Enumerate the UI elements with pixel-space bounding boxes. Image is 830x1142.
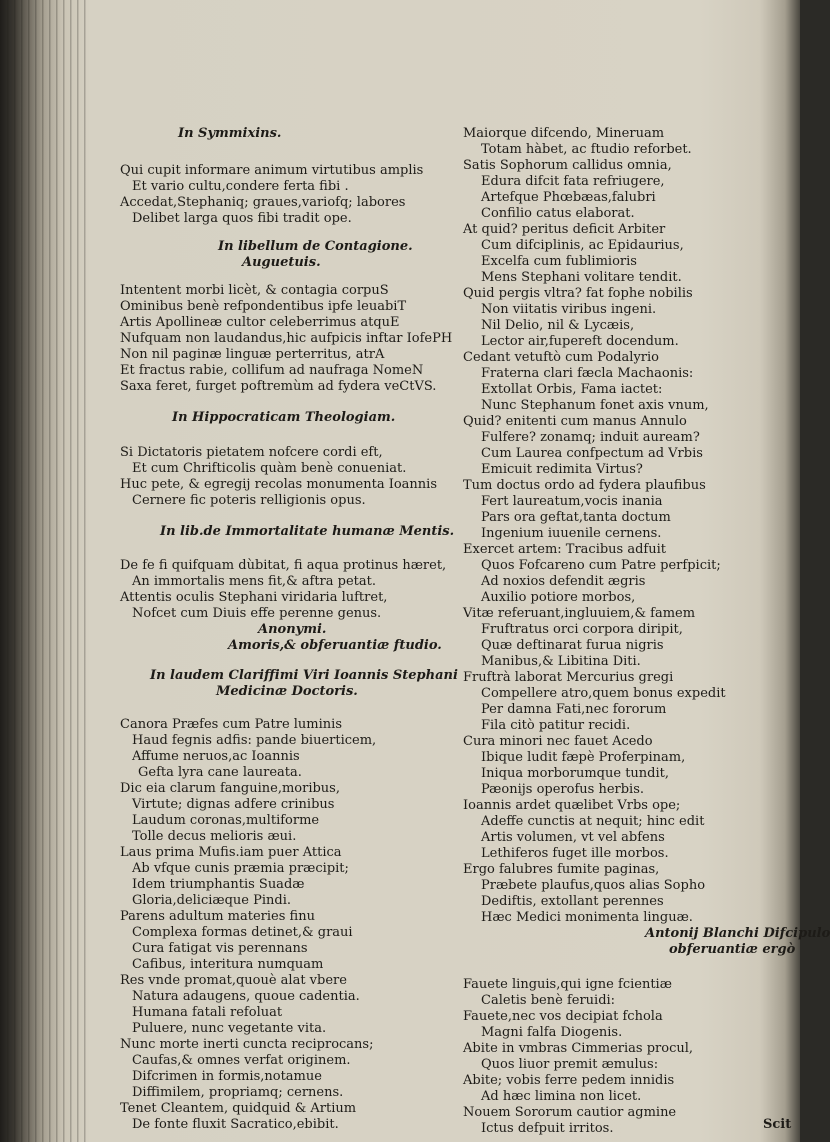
verse-line: Accedat,Stephaniq; graues,variofq; labores — [120, 195, 406, 210]
verse-line: Virtute; dignas adfere crinibus — [132, 797, 335, 812]
verse-line: Tenet Cleantem, quidquid & Artium — [120, 1101, 357, 1116]
verse-line: Quos Fofcareno cum Patre perfpicit; — [481, 558, 721, 573]
verse-line: Ab vfque cunis præmia præcipit; — [132, 861, 349, 876]
verse-line: Fauete,nec vos decipiat fchola — [463, 1009, 663, 1024]
verse-line: Idem triumphantis Suadæ — [132, 877, 305, 892]
verse-line: Abite in vmbras Cimmerias procul, — [463, 1041, 694, 1056]
verse-line: Excelfa cum fublimioris — [481, 254, 637, 269]
verse-line: Pars ora geftat,tanta doctum — [481, 510, 671, 525]
verse-line: Cum Laurea confpectum ad Vrbis — [481, 446, 703, 461]
verse-line: Fruftrà laborat Mercurius gregi — [463, 670, 674, 685]
verse-line: Nunc Stephanum fonet axis vnum, — [481, 398, 709, 413]
section-heading: In Hippocraticam Theologiam. — [172, 410, 396, 425]
verse-line: De fonte fluxit Sacratico,ebibit. — [132, 1117, 339, 1132]
verse-line: Fruftratus orci corpora diripit, — [481, 622, 683, 637]
verse-line: Maiorque difcendo, Mineruam — [463, 126, 665, 141]
left-column — [120, 0, 458, 1142]
verse-line: Mens Stephani volitare tendit. — [481, 270, 682, 285]
verse-line: Humana fatali refoluat — [132, 1005, 283, 1020]
verse-line: Quid? enitenti cum manus Annulo — [463, 414, 687, 429]
section-heading: In lib.de Immortalitate humanæ Mentis. — [160, 524, 455, 539]
section-heading: In Symmixins. — [178, 126, 282, 141]
verse-line: Per damna Fati,nec fororum — [481, 702, 667, 717]
verse-line: Puluere, nunc vegetante vita. — [132, 1021, 327, 1036]
verse-line: Satis Sophorum callidus omnia, — [463, 158, 672, 173]
verse-line: Exercet artem: Tracibus adfuit — [463, 542, 666, 557]
verse-line: Caufas,& omnes verfat originem. — [132, 1053, 351, 1068]
verse-line: Lethiferos fuget ille morbos. — [481, 846, 669, 861]
verse-line: Extollat Orbis, Fama iactet: — [481, 382, 663, 397]
verse-line: Vitæ referuant,ingluuiem,& famem — [463, 606, 696, 621]
verse-line: Ad hæc limina non licet. — [481, 1089, 642, 1104]
verse-line: Et fractus rabie, collifum ad naufraga NomeN — [120, 363, 424, 378]
verse-line: Cedant vetuftò cum Podalyrio — [463, 350, 660, 365]
section-heading: In libellum de Contagione. — [218, 239, 413, 254]
verse-line: Diffimilem, propriamq; cernens. — [132, 1085, 344, 1100]
verse-line: Hæc Medici monimenta linguæ. — [481, 910, 693, 925]
verse-line: Si Dictatoris pietatem nofcere cordi eft, — [120, 445, 383, 460]
verse-line: Ingenium iuuenile cernens. — [481, 526, 662, 541]
verse-line: Nouem Sororum cautior agmine — [463, 1105, 677, 1120]
verse-line: Gefta lyra cane laureata. — [138, 765, 302, 780]
verse-line: Ibique ludit fæpè Proferpinam, — [481, 750, 686, 765]
verse-line: Saxa feret, furget poftremùm ad fydera veCtVS. — [120, 379, 437, 394]
verse-line: Tolle decus melioris æui. — [132, 829, 297, 844]
verse-line: Huc pete, & egregij recolas monumenta Ioannis — [120, 477, 438, 492]
verse-line: Nil Delio, nil & Lycæis, — [481, 318, 635, 333]
verse-line: Abite; vobis ferre pedem innidis — [463, 1073, 675, 1088]
verse-line: De fe fi quifquam dùbitat, fi aqua protinus hæret, — [120, 558, 447, 573]
section-heading: Medicinæ Doctoris. — [216, 684, 358, 699]
verse-line: Manibus,& Libitina Diti. — [481, 654, 641, 669]
verse-line: Cum difciplinis, ac Epidaurius, — [481, 238, 684, 253]
verse-line: Magni falfa Diogenis. — [481, 1025, 623, 1040]
verse-line: Dediftis, extollant perennes — [481, 894, 664, 909]
section-heading: Antonij Blanchi Difcipulo — [645, 926, 830, 941]
verse-line: Et cum Chrifticolis quàm benè conueniat. — [132, 461, 407, 476]
verse-line: Non nil paginæ linguæ perterritus, atrA — [120, 347, 385, 362]
verse-line: Fulfere? zonamq; induit auream? — [481, 430, 700, 445]
verse-line: Canora Præfes cum Patre luminis — [120, 717, 342, 732]
catchword: Scit — [763, 1117, 792, 1132]
verse-line: Artis volumen, vt vel abfens — [481, 830, 665, 845]
verse-line: Quæ deftinarat furua nigris — [481, 638, 664, 653]
verse-line: Affume neruos,ac Ioannis — [132, 749, 300, 764]
verse-line: Pæonijs operofus herbis. — [481, 782, 645, 797]
verse-line: Nunc morte inerti cuncta reciprocans; — [120, 1037, 374, 1052]
verse-line: Nofcet cum Diuis effe perenne genus. — [132, 606, 382, 621]
verse-line: Non viitatis viribus ingeni. — [481, 302, 657, 317]
verse-line: Ad noxios defendit ægris — [481, 574, 646, 589]
verse-line: Fila citò patitur recidi. — [481, 718, 631, 733]
verse-line: Ergo falubres fumite paginas, — [463, 862, 660, 877]
verse-line: Ioannis ardet quælibet Vrbs ope; — [463, 798, 681, 813]
verse-line: Delibet larga quos fibi tradit ope. — [132, 211, 352, 226]
verse-line: Haud fegnis adfis: pande biuerticem, — [132, 733, 377, 748]
verse-line: Laudum coronas,multiforme — [132, 813, 320, 828]
verse-line: Totam hàbet, ac ftudio reforbet. — [481, 142, 692, 157]
verse-line: Artis Apollineæ cultor celeberrimus atquE — [120, 315, 400, 330]
verse-line: Auxilio potiore morbos, — [481, 590, 636, 605]
verse-line: Quid pergis vltra? fat fophe nobilis — [463, 286, 693, 301]
verse-line: Iniqua morborumque tundit, — [481, 766, 669, 781]
verse-line: Fraterna clari fæcla Machaonis: — [481, 366, 694, 381]
verse-line: Adeffe cunctis at nequit; hinc edit — [481, 814, 705, 829]
verse-line: Gloria,deliciæque Pindi. — [132, 893, 292, 908]
verse-line: At quid? peritus deficit Arbiter — [463, 222, 666, 237]
verse-line: Fauete linguis,qui igne fcientiæ — [463, 977, 672, 992]
verse-line: Dic eia clarum fanguine,moribus, — [120, 781, 340, 796]
section-heading: In laudem Clariffimi Viri Ioannis Stephani — [150, 668, 458, 683]
verse-line: Qui cupit informare animum virtutibus amplis — [120, 163, 424, 178]
verse-line: Nufquam non laudandus,hic aufpicis inftar IofePH — [120, 331, 453, 346]
verse-line: Edura difcit fata refriugere, — [481, 174, 665, 189]
verse-line: Ominibus benè refpondentibus ipfe leuabiT — [120, 299, 407, 314]
verse-line: Cernere fic poteris relligionis opus. — [132, 493, 366, 508]
verse-line: Compellere atro,quem bonus expedit — [481, 686, 726, 701]
verse-line: Complexa formas detinet,& graui — [132, 925, 353, 940]
verse-line: Caletis benè feruidi: — [481, 993, 616, 1008]
verse-line: Laus prima Mufis.iam puer Attica — [120, 845, 342, 860]
verse-line: Difcrimen in formis,notamue — [132, 1069, 322, 1084]
verse-line: Intentent morbi licèt, & contagia corpuS — [120, 283, 389, 298]
verse-line: Et vario cultu,condere ferta fibi . — [132, 179, 349, 194]
verse-line: Cura minori nec fauet Acedo — [463, 734, 653, 749]
verse-line: Cura fatigat vis perennans — [132, 941, 308, 956]
verse-line: Quos liuor premit æmulus: — [481, 1057, 659, 1072]
verse-line: Parens adultum materies finu — [120, 909, 315, 924]
verse-line: Attentis oculis Stephani viridaria luftret, — [120, 590, 388, 605]
verse-line: Cafibus, interitura numquam — [132, 957, 324, 972]
right-column — [455, 0, 830, 1142]
verse-line: Tum doctus ordo ad fydera plaufibus — [463, 478, 706, 493]
verse-line: Fert laureatum,vocis inania — [481, 494, 663, 509]
verse-line: Emicuit redimita Virtus? — [481, 462, 643, 477]
verse-line: An immortalis mens fit,& aftra petat. — [132, 574, 376, 589]
verse-line: Artefque Phœbæas,falubri — [481, 190, 656, 205]
verse-line: Res vnde promat,quouè alat vbere — [120, 973, 347, 988]
verse-line: Lector air,fupereft docendum. — [481, 334, 679, 349]
verse-line: Præbete plaufus,quos alias Sopho — [481, 878, 706, 893]
verse-line: Confilio catus elaborat. — [481, 206, 635, 221]
section-heading: Amoris,& obferuantiæ ftudio. — [228, 638, 442, 653]
verse-line: Ictus defpuit irritos. — [481, 1121, 614, 1136]
section-heading: Auguetuis. — [242, 255, 321, 270]
verse-line: Natura adaugens, quoue cadentia. — [132, 989, 360, 1004]
section-heading: Anonymi. — [258, 622, 327, 637]
section-heading: obferuantiæ ergò — [669, 942, 796, 957]
